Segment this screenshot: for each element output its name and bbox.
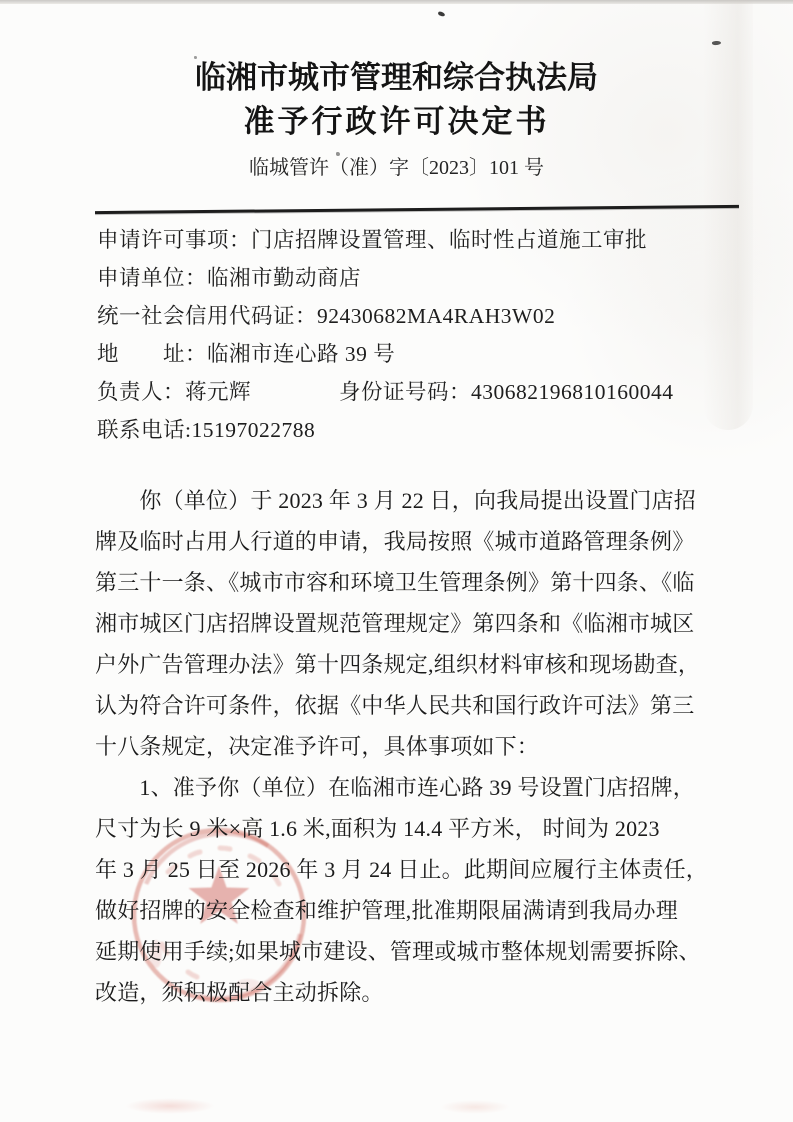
body-line: 你（单位）于 2023 年 3 月 22 日，向我局提出设置门店招 bbox=[95, 488, 697, 513]
info-line-applicant: 申请单位：临湘市勤动商店 bbox=[97, 266, 362, 290]
body-line: 认为符合许可条件，依据《中华人民共和国行政许可法》第三 bbox=[95, 693, 695, 718]
scan-top-edge-artifact bbox=[0, 0, 793, 4]
info-line-credit-code: 统一社会信用代码证：92430682MA4RAH3W02 bbox=[97, 304, 556, 328]
body-line: 牌及临时占用人行道的申请，我局按照《城市道路管理条例》 bbox=[95, 529, 695, 554]
body-line: 做好招牌的安全检查和维护管理,批准期限届满请到我局办理 bbox=[95, 898, 678, 923]
scan-speck bbox=[438, 11, 446, 17]
info-line-person-in-charge: 负责人：蒋元辉 身份证号码：430682196810160044 bbox=[97, 380, 674, 404]
paragraph-permit-item-1 bbox=[95, 767, 727, 1013]
info-line-phone: 联系电话:15197022788 bbox=[97, 418, 316, 442]
applicant-info-block bbox=[97, 221, 727, 449]
scan-ink-smudge bbox=[125, 1098, 215, 1114]
document-title-type: 准予行政许可决定书 bbox=[243, 104, 550, 139]
header-divider-line bbox=[95, 205, 739, 214]
body-line: 第三十一条、《城市市容和环境卫生管理条例》第十四条、《临 bbox=[95, 570, 695, 595]
body-line: 湘市城区门店招牌设置规范管理规定》第四条和《临湘市城区 bbox=[95, 611, 695, 636]
paragraph-application-review bbox=[95, 480, 727, 767]
document-number: 临城管许（准）字〔2023〕101 号 bbox=[249, 157, 544, 179]
body-line: 年 3 月 25 日至 2026 年 3 月 24 日止。此期间应履行主体责任， bbox=[95, 857, 709, 882]
body-line: 户外广告管理办法》第十四条规定,组织材料审核和现场勘查， bbox=[95, 652, 701, 677]
body-line: 尺寸为长 9 米×高 1.6 米,面积为 14.4 平方米， 时间为 2023 bbox=[95, 816, 660, 841]
info-line-address: 地 址：临湘市连心路 39 号 bbox=[97, 342, 396, 366]
document-title-agency: 临湘市城市管理和综合执法局 bbox=[195, 60, 598, 95]
body-line: 十八条规定，决定准予许可，具体事项如下： bbox=[95, 734, 540, 759]
body-line: 改造，须积极配合主动拆除。 bbox=[95, 980, 384, 1005]
body-line: 1、准予你（单位）在临湘市连心路 39 号设置门店招牌， bbox=[95, 775, 696, 800]
info-line-license-items: 申请许可事项：门店招牌设置管理、临时性占道施工审批 bbox=[97, 228, 648, 252]
body-line: 延期使用手续;如果城市建设、管理或城市整体规划需要拆除、 bbox=[95, 939, 701, 964]
scan-ink-smudge bbox=[440, 1100, 510, 1114]
decision-body-text bbox=[95, 480, 727, 1013]
